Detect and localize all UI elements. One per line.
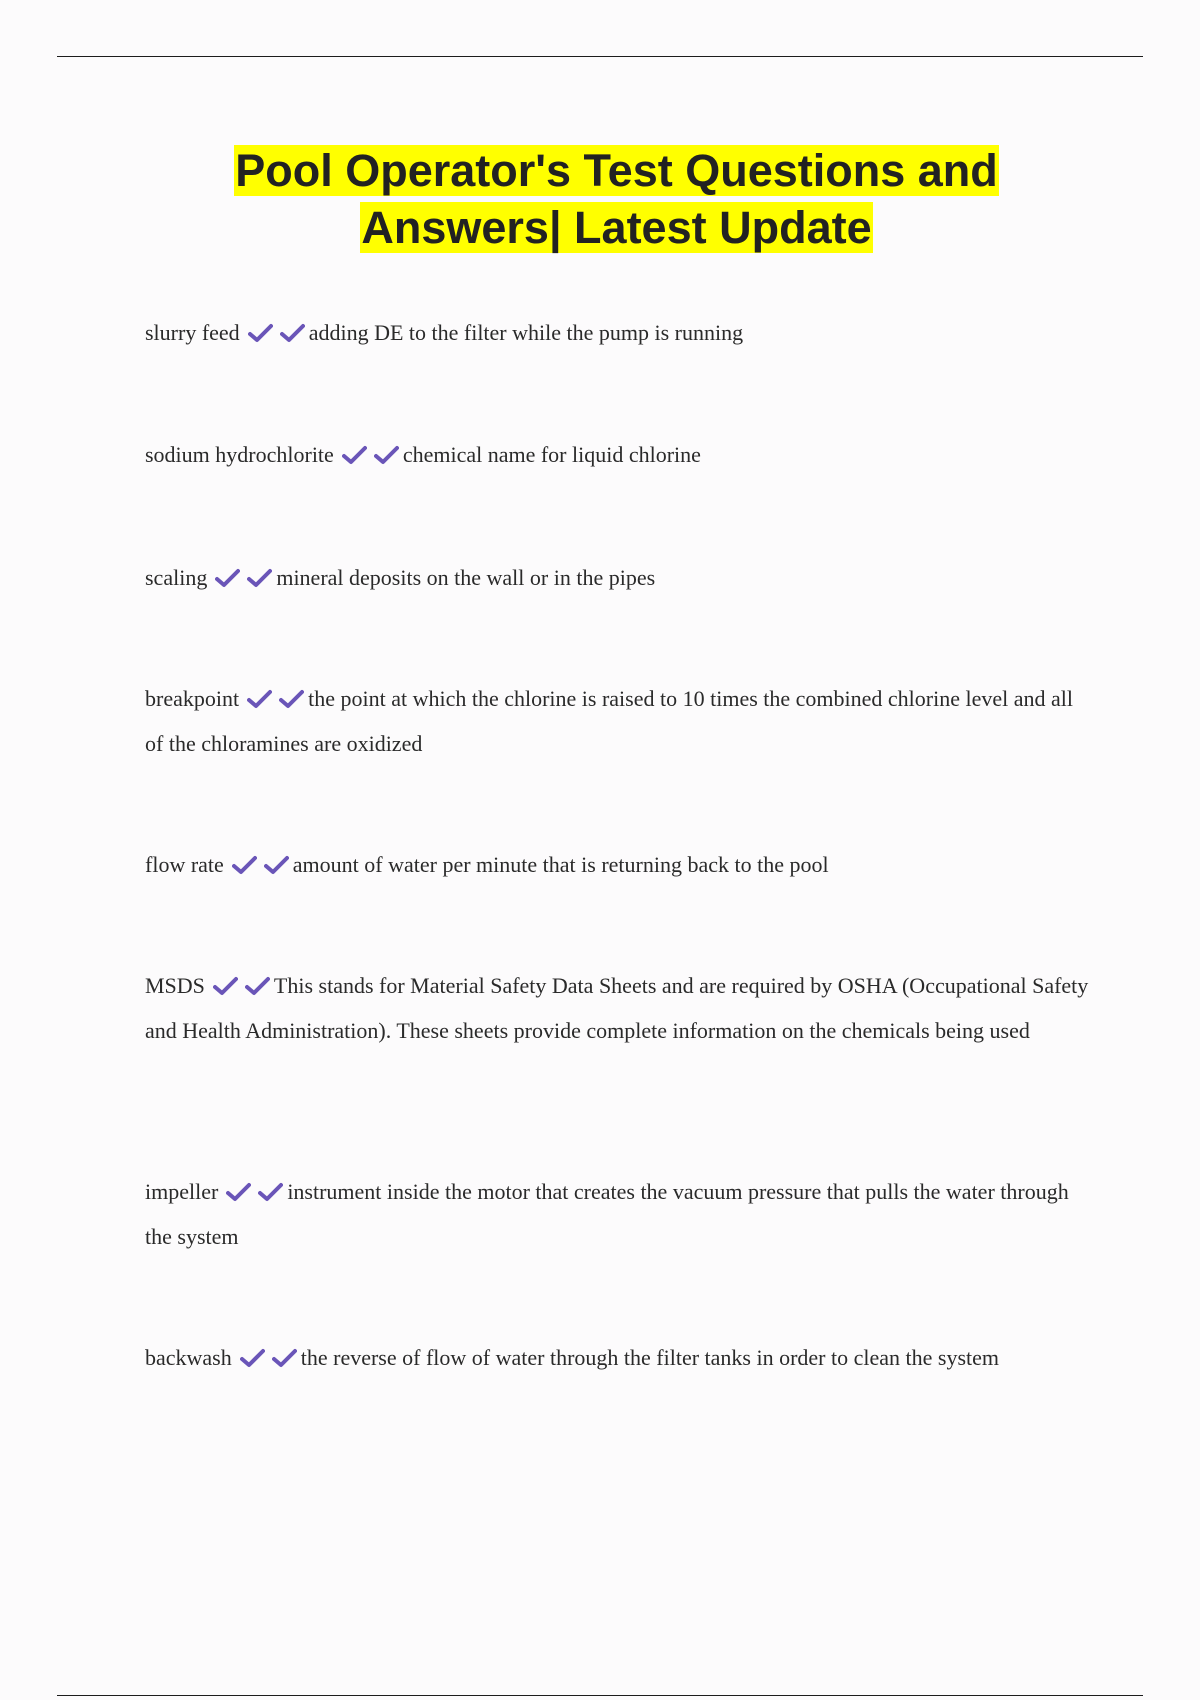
answer-marker — [247, 676, 304, 721]
qa-entry — [145, 555, 1090, 600]
entry-term: sodium hydrochlorite — [145, 442, 334, 467]
qa-entry — [145, 432, 1090, 477]
answer-marker — [226, 1169, 283, 1214]
entry-definition: adding DE to the filter while the pump is running — [308, 320, 744, 345]
document-title — [100, 142, 1133, 256]
checkmark-icon — [215, 568, 240, 588]
checkmark-icon — [247, 689, 272, 709]
entry-definition: This stands for Material Safety Data Sheets and are required by OSHA (Occupational Safety and Health Administration). These sheets provide complete information on the chemicals being used — [145, 973, 1089, 1043]
qa-entry — [145, 963, 1090, 1053]
entry-term: slurry feed — [145, 320, 240, 345]
checkmark-icon — [247, 568, 272, 588]
answer-marker — [248, 310, 305, 355]
checkmark-icon — [374, 445, 399, 465]
answer-marker — [240, 1335, 297, 1380]
entry-definition: the reverse of flow of water through the filter tanks in order to clean the system — [300, 1345, 1000, 1370]
checkmark-icon — [232, 855, 257, 875]
entry-term: backwash — [145, 1345, 232, 1370]
qa-entry — [145, 1335, 1090, 1380]
entry-term: scaling — [145, 565, 208, 590]
answer-marker — [215, 555, 272, 600]
title-line-2: Answers| Latest Update — [361, 202, 872, 253]
answer-marker — [213, 963, 270, 1008]
qa-entry — [145, 676, 1090, 766]
entry-term: impeller — [145, 1179, 219, 1204]
entry-definition: chemical name for liquid chlorine — [402, 442, 701, 467]
checkmark-icon — [245, 976, 270, 996]
checkmark-icon — [248, 323, 273, 343]
checkmark-icon — [240, 1348, 265, 1368]
bottom-rule — [57, 1695, 1143, 1696]
entry-term: MSDS — [145, 973, 205, 998]
checkmark-icon — [272, 1348, 297, 1368]
qa-entry — [145, 310, 1090, 355]
checkmark-icon — [279, 689, 304, 709]
checkmark-icon — [342, 445, 367, 465]
entry-term: breakpoint — [145, 686, 240, 711]
checkmark-icon — [226, 1182, 251, 1202]
top-rule — [57, 56, 1143, 57]
answer-marker — [342, 432, 399, 477]
checkmark-icon — [213, 976, 238, 996]
qa-entry — [145, 1169, 1090, 1259]
entry-term: flow rate — [145, 852, 224, 877]
entry-definition: mineral deposits on the wall or in the pipes — [276, 565, 656, 590]
title-line-1: Pool Operator's Test Questions and — [235, 145, 998, 196]
checkmark-icon — [264, 855, 289, 875]
qa-entry — [145, 842, 1090, 887]
checkmark-icon — [280, 323, 305, 343]
answer-marker — [232, 842, 289, 887]
checkmark-icon — [258, 1182, 283, 1202]
entry-definition: instrument inside the motor that creates the vacuum pressure that pulls the water through the system — [145, 1179, 1069, 1249]
entry-definition: amount of water per minute that is returning back to the pool — [292, 852, 829, 877]
entry-definition: the point at which the chlorine is raised to 10 times the combined chlorine level and all of the chloramines are oxidized — [145, 686, 1073, 756]
